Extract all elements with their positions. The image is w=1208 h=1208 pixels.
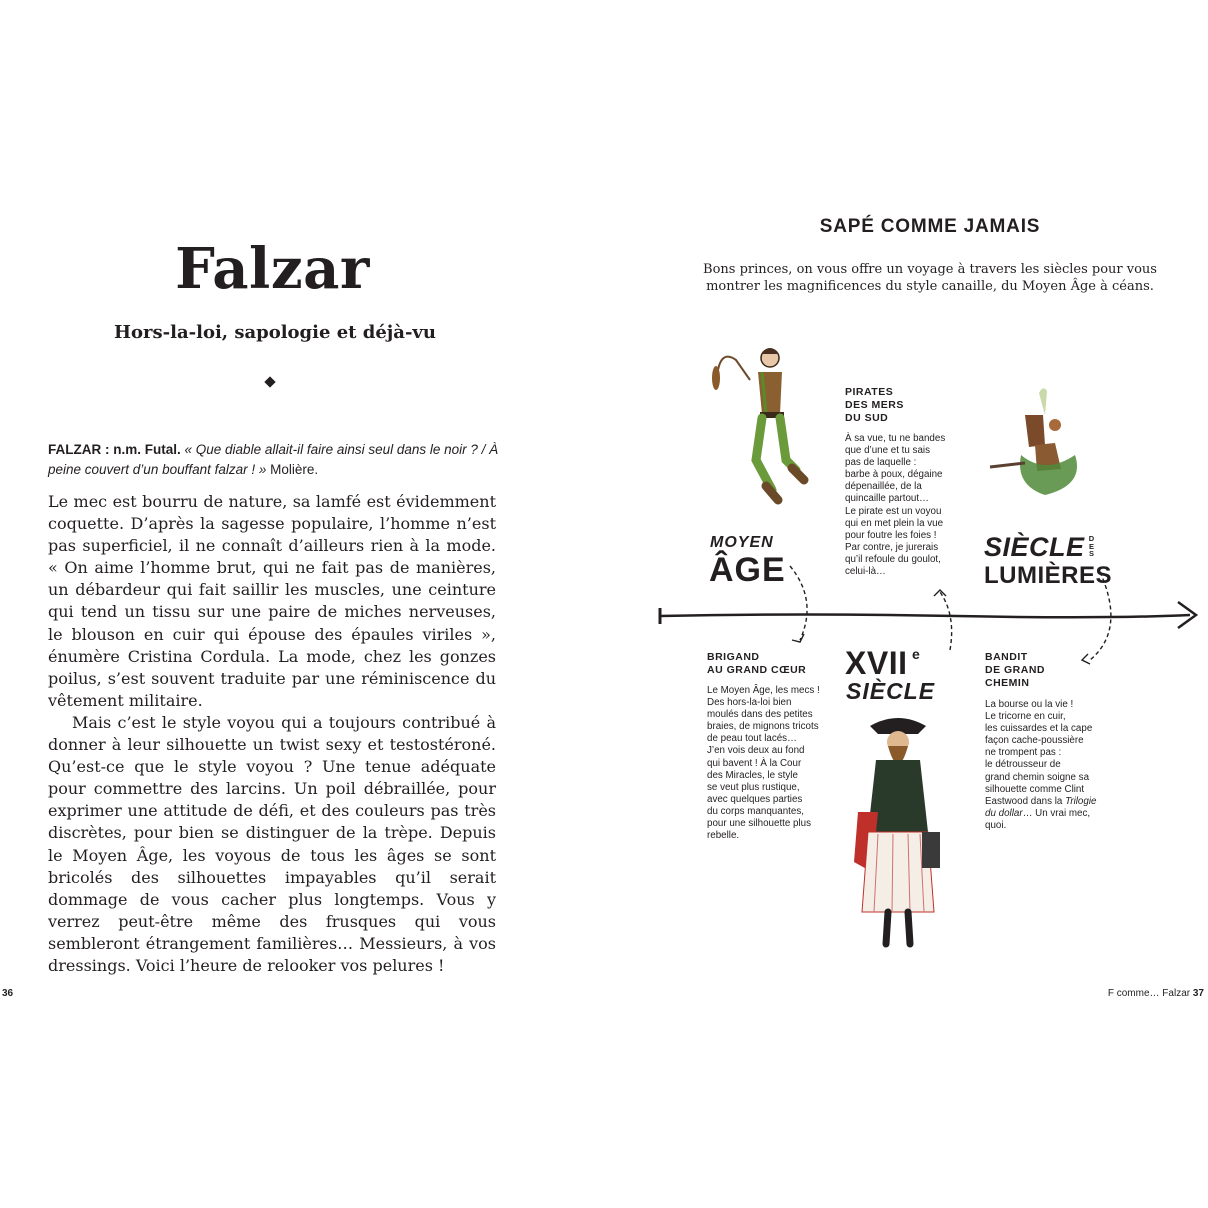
text-line xyxy=(985,796,1115,808)
running-footer xyxy=(1100,988,1204,999)
text-line: avec quelques parties xyxy=(707,793,803,805)
text-line: pour une silhouette plus xyxy=(707,818,812,830)
heading-line: PIRATES xyxy=(845,386,894,398)
chapter-title: Falzar xyxy=(175,236,370,302)
text-line: quoi. xyxy=(985,819,1007,831)
text-fragment: Eastwood dans la xyxy=(985,795,1066,807)
era-moyen-age-label-2: ÂGE xyxy=(709,551,786,589)
text-line: À sa vue, tu ne bandes xyxy=(845,433,946,444)
text-line: pour foutre les foies ! xyxy=(845,529,937,541)
bandit-heading xyxy=(985,651,1085,690)
text-line: Le tricorne en cuir, xyxy=(985,711,1066,723)
text-line: rebelle. xyxy=(707,830,740,842)
text-line: moulés dans des petites xyxy=(707,709,813,721)
text-line: du corps manquantes, xyxy=(707,805,804,817)
text-line: grand chemin soigne sa xyxy=(985,771,1090,783)
definition-quote: « Que diable allait-il faire ainsi seul dans le noir ? / À peine couvert d’un bouffant falzar ! » xyxy=(48,442,499,477)
text-line: qui bavent ! À la Cour xyxy=(707,757,802,769)
era-xvii-label-2: SIÈCLE xyxy=(846,678,936,704)
text-line: les cuissardes et la cape xyxy=(985,723,1093,735)
film-title-part: du dollar xyxy=(985,807,1023,819)
text-line: celui-là… xyxy=(845,566,886,578)
pirates-text xyxy=(845,433,975,578)
text-line: que d’une et tu sais xyxy=(845,445,930,457)
page-number: 37 xyxy=(1192,988,1204,999)
definition-author: Molière. xyxy=(270,462,319,477)
heading-line: DE GRAND xyxy=(985,664,1046,676)
text-line: Des hors-la-loi bien xyxy=(707,697,792,709)
text-line: pas de laquelle : xyxy=(845,457,917,469)
heading-line: DU SUD xyxy=(845,412,889,424)
definition-term: FALZAR : n.m. Futal. xyxy=(48,442,181,457)
text-line: Le Moyen Âge, les mecs ! xyxy=(707,685,820,696)
text-line: Par contre, je jurerais xyxy=(845,541,939,553)
text-line: Le pirate est un voyou xyxy=(845,505,942,517)
text-line: qui en met plein la vue xyxy=(845,517,944,529)
era-xvii-label: XVII xyxy=(845,645,908,681)
text-line: La bourse ou la vie ! xyxy=(985,699,1074,710)
text-line: de peau tout lacés… xyxy=(707,733,797,745)
text-line: silhouette comme Clint xyxy=(985,783,1085,795)
paragraph: Mais c’est le style voyou qui a toujours contribué à donner à leur silhouette un twist sexy et testostéroné. Qu’est-ce que le style voyou ? Une tenue adéquate pour commettre des larcins. Un poil débraillée, pour exprimer une attitude de défi, et des couleurs pas très discrètes, pour bien se distinguer de la trèpe. Depuis le Moyen Âge, les voyous de tous les âges se sont bricolés des silhouettes impayables qu’il serait dommage de vous cacher plus longtemps. Vous y verrez peut-être même des frusques qui vous sembleront étrangement familières… Messieurs, à vos dressings. Voici l’heure de relooker vos pelures ! xyxy=(48,712,496,975)
heading-line: BRIGAND xyxy=(707,651,760,663)
era-lumieres-label-2: LUMIÈRES xyxy=(984,562,1113,589)
era-moyen-age-label: MOYEN xyxy=(710,534,774,551)
text-line: ne trompent pas : xyxy=(985,747,1062,759)
heading-line: CHEMIN xyxy=(985,677,1030,689)
heading-line: BANDIT xyxy=(985,651,1028,663)
pirates-heading xyxy=(845,386,965,425)
era-xvii-sup: e xyxy=(912,646,920,662)
brigand-text xyxy=(707,685,832,842)
era-lumieres-des: DES xyxy=(1088,534,1096,558)
text-line: façon cache-poussière xyxy=(985,735,1084,747)
text-fragment: … Un vrai mec, xyxy=(1022,807,1091,819)
infographic-intro: Bons princes, on vous offre un voyage à travers les siècles pour vous montrer les magnificences du style canaille, du Moyen Âge à céans. xyxy=(703,262,1157,294)
text-line: le détrousseur de xyxy=(985,759,1061,771)
heading-line: DES MERS xyxy=(845,399,904,411)
bandit-text xyxy=(985,699,1115,832)
text-line: quincaille partout… xyxy=(845,493,929,505)
text-line: barbe à poux, dégaine xyxy=(845,469,943,481)
text-line: J’en vois deux au fond xyxy=(707,745,805,757)
era-lumieres-label: SIÈCLE xyxy=(984,532,1085,562)
paragraph: Le mec est bourru de nature, sa lamfé est évidemment coquette. D’après la sagesse populaire, l’homme n’est pas superficiel, il ne connaît d’ailleurs rien à la mode. « On aime l’homme brut, qui ne fait pas de manières, un débardeur qui fait saillir les muscles, une ceinture qui tend un tissu sur une paire de miches nerveuses, le blouson en cuir qui épouse des épaules viriles », énumère Cristina Cordula. La mode, chez les gonzes poilus, s’est souvent traduite par une réminiscence du vêtement militaire. xyxy=(48,492,496,710)
heading-line: AU GRAND CŒUR xyxy=(707,664,807,676)
text-line: qu’il refoule du goulot, xyxy=(845,553,941,565)
chapter-subtitle: Hors-la-loi, sapologie et déjà-vu xyxy=(114,322,436,343)
brigand-heading xyxy=(707,651,827,677)
film-title-part: Trilogie xyxy=(1065,795,1097,807)
text-line: dépenaillée, de la xyxy=(845,481,922,493)
text-line xyxy=(985,808,1115,820)
text-line: braies, de mignons tricots xyxy=(707,721,819,733)
text-line: se veut plus rustique, xyxy=(707,781,800,793)
text-line: des Miracles, le style xyxy=(707,769,798,781)
running-head: F comme… Falzar xyxy=(1107,988,1191,999)
infographic-title: SAPÉ COMME JAMAIS xyxy=(819,216,1041,237)
page-number: 36 xyxy=(2,988,14,999)
